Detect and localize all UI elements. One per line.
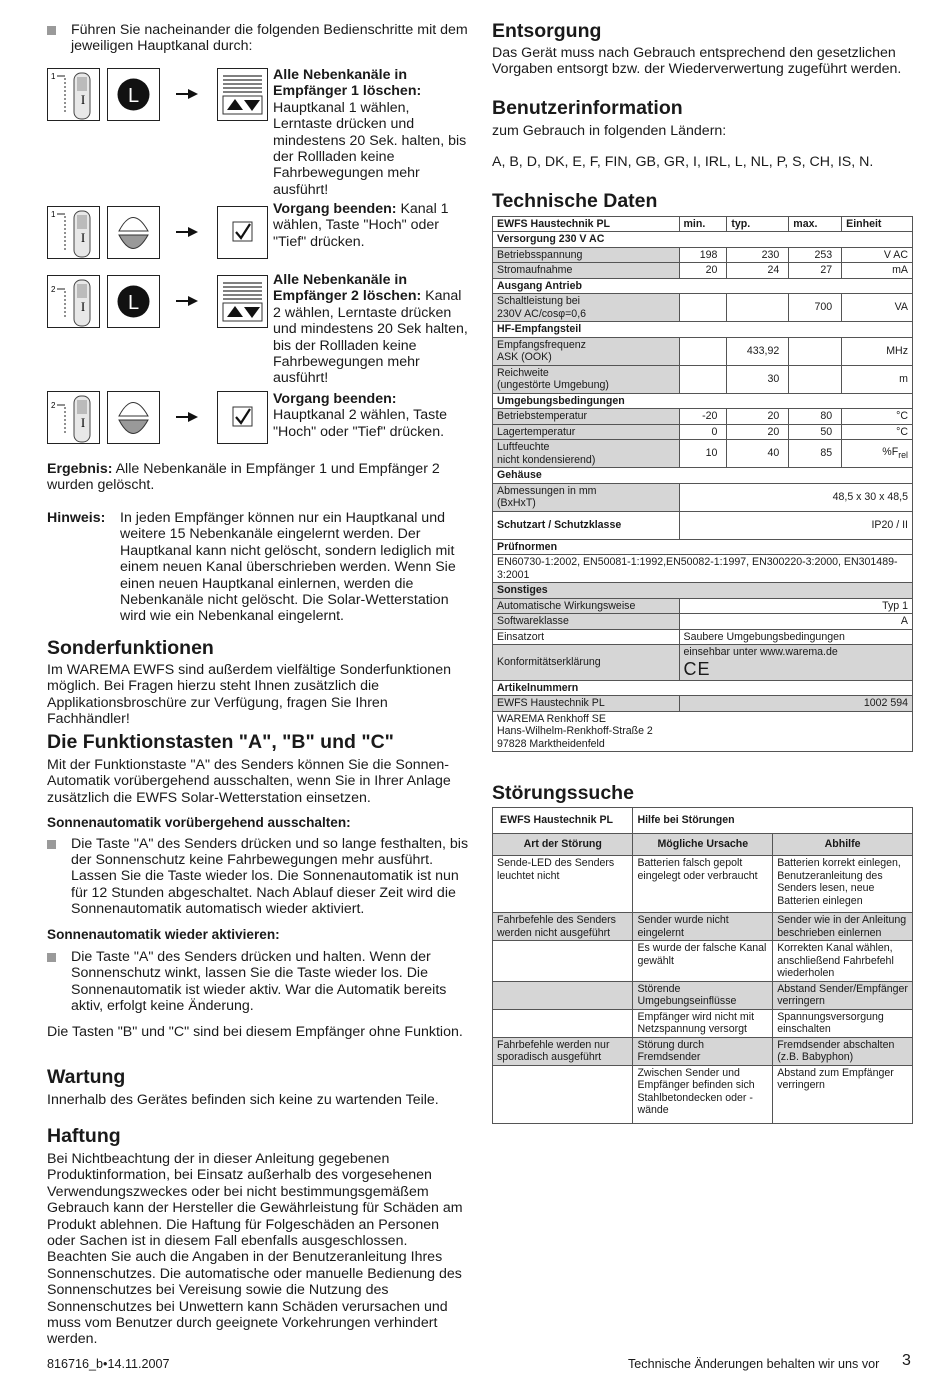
row-label: Lagertemperatur [493, 424, 680, 440]
section-label: Sonstiges [493, 583, 913, 599]
cause-cell: Störende Umgebungseinflüsse [633, 981, 773, 1009]
table-row [493, 629, 913, 645]
step-1-title: Alle Nebenkanäle in Empfänger 1 löschen: [273, 67, 422, 100]
typ-value: 20 [727, 409, 789, 425]
row-label: Schutzart / Schutzklasse [493, 511, 680, 539]
row-label-line2: (ungestörte Umgebung) [497, 379, 609, 392]
typ-value: 230 [727, 247, 789, 263]
table-row [493, 337, 913, 365]
article-number: 1002 594 [679, 696, 913, 712]
step-4-body: Hauptkanal 2 wählen, Taste "Hoch" oder "Tief" drücken. [273, 407, 448, 440]
table-row [493, 294, 913, 322]
entsorgung-heading: Entsorgung [492, 20, 602, 42]
table-row [493, 440, 913, 468]
table-row [493, 365, 913, 393]
max-value: 50 [789, 424, 842, 440]
up-down-key-icon [107, 391, 160, 444]
row-label: Softwareklasse [493, 614, 680, 630]
min-value: 0 [679, 424, 727, 440]
wartung-text: Innerhalb des Gerätes befinden sich keine zu wartenden Teile. [47, 1092, 439, 1108]
table-row [493, 598, 913, 614]
unit-value [842, 440, 913, 468]
subheading-aktivieren: Sonnenautomatik wieder aktivieren: [47, 926, 280, 942]
table-row [493, 696, 913, 712]
learn-key-label: L [127, 85, 140, 107]
remedy-cell: Spannungsversorgung einschalten [773, 1009, 913, 1037]
min-value: 10 [679, 440, 727, 468]
address-row [493, 711, 913, 752]
row-label: Betriebstemperatur [493, 409, 680, 425]
subheading-ausschalten: Sonnenautomatik vorübergehend ausschalten: [47, 815, 351, 831]
troubleshooting-table [492, 807, 913, 1124]
remote-control-icon [47, 391, 100, 444]
channel-number: 1 [51, 72, 56, 81]
shutter-moving-icon [217, 275, 268, 328]
protection-value: IP20 / II [679, 511, 913, 539]
table-row [493, 555, 913, 583]
min-value: 198 [679, 247, 727, 263]
section-row [493, 278, 913, 294]
unit-main: %F [882, 445, 899, 458]
row-label: Einsatzort [493, 629, 680, 645]
table-row [493, 483, 913, 511]
max-value: 700 [789, 294, 842, 322]
aktivieren-text: Die Taste "A" des Senders drücken und halten. Wenn der Sonnenschutz winkt, lassen Sie die Taste wieder los. Die Sonnenautomatik ist wieder aktiv. War die Automatik bereits aktiv, erfolgt keine Änderung. [71, 949, 447, 1015]
row-label-line2: 230V AC/cosφ=0,6 [497, 307, 587, 320]
ausschalten-bullet [47, 836, 469, 918]
funktionstasten-text: Mit der Funktionstaste "A" des Senders können Sie die Sonnen-Automatik vorübergehend ausschalten, wenn Sie in Ihrer Anlage zusätzlich die EWFS Solar-Wetterstation einsetzen. [47, 757, 451, 806]
table-row [493, 409, 913, 425]
max-value [789, 337, 842, 365]
unit-value: °C [842, 424, 913, 440]
page-number: 3 [902, 1352, 911, 1369]
row-label-line2: (BxHxT) [497, 497, 536, 510]
table-row [493, 424, 913, 440]
intro-text: Führen Sie nacheinander die folgenden Bedienschritte mit dem jeweiligen Hauptkanal durch: [71, 22, 468, 55]
bullet-square-icon [47, 26, 56, 35]
sonderfunktionen-heading: Sonderfunktionen [47, 637, 214, 659]
row-label [493, 440, 680, 468]
section-row [493, 232, 913, 248]
device-label: I [80, 415, 86, 430]
row-label-line1: Empfangsfrequenz [497, 338, 586, 351]
arrow-right-icon [176, 89, 198, 99]
bullet-square-icon [47, 953, 56, 962]
funktionstasten-section [47, 731, 469, 1040]
row-label-line2: nicht kondensierend) [497, 453, 596, 466]
max-value: 253 [789, 247, 842, 263]
cause-cell: Es wurde der falsche Kanal gewählt [633, 941, 773, 982]
wartung-section [47, 1066, 469, 1108]
step-3-title: Alle Nebenkanäle in Empfänger 2 löschen: [273, 272, 422, 305]
result-paragraph [47, 461, 457, 494]
channel-number: 2 [51, 285, 56, 294]
section-row [493, 393, 913, 409]
step-2-text [273, 201, 469, 250]
header-cell: Einheit [842, 216, 913, 232]
table-row [493, 1037, 913, 1065]
section-row [493, 583, 913, 599]
step-2-title: Vorgang beenden: [273, 201, 397, 217]
header-cell: EWFS Haustechnik PL [493, 808, 633, 834]
section-row [493, 322, 913, 338]
column-header-row [493, 834, 913, 856]
table-row [493, 511, 913, 539]
hint-text: In jeden Empfänger können nur ein Hauptkanal und weitere 15 Nebenkanäle eingelernt werden. Der Hauptkanal kann nicht gelöscht, sondern lediglich mit einem neuen Kanal überschrieben werden. Wenn Sie einen neuen Hauptkanal einlernen, werden die Nebenkanäle nicht gelöscht. Die Solar-Wetterstation wird wie ein Nebenkanal eingelernt. [120, 510, 456, 625]
row-label: Konformitätserklärung [493, 645, 680, 681]
unit-value: °C [842, 409, 913, 425]
remedy-cell: Fremdsender abschalten (z.B. Babyphon) [773, 1037, 913, 1065]
problem-cell [493, 1009, 633, 1037]
cause-cell: Sender wurde nicht eingelernt [633, 913, 773, 941]
arrow-right-icon [176, 296, 198, 306]
footer-note: Technische Änderungen behalten wir uns vor [628, 1357, 880, 1371]
step-4-text [273, 391, 469, 440]
cause-cell: Batterien falsch gepolt eingelegt oder verbraucht [633, 856, 773, 913]
wartung-heading: Wartung [47, 1066, 126, 1088]
remedy-cell: Abstand zum Empfänger verringern [773, 1065, 913, 1123]
remedy-cell: Batterien korrekt einlegen, Benutzeranleitung des Senders lesen, neue Batterien einlegen [773, 856, 913, 913]
step-4-title: Vorgang beenden: [273, 391, 397, 407]
ce-mark-icon: CE [683, 658, 711, 679]
table-header [493, 216, 913, 232]
step-2-body: Kanal 1 wählen, Taste "Hoch" oder "Tief" drücken. [273, 201, 449, 250]
row-label: Automatische Wirkungsweise [493, 598, 680, 614]
row-label [493, 294, 680, 322]
address-line: Hans-Wilhelm-Renkhoff-Straße 2 [497, 725, 653, 738]
section-label: Artikelnummern [493, 680, 913, 696]
learn-key-icon [107, 68, 160, 121]
max-value: 85 [789, 440, 842, 468]
software-class-value: A [679, 614, 913, 630]
step-3-body: Kanal 2 wählen, Lerntaste drücken und mindestens 20 Sek halten, bis der Rollladen keine Fahrbewegungen mehr ausführt! [273, 288, 468, 387]
section-row [493, 539, 913, 555]
shutter-moving-icon [217, 68, 268, 121]
row-label: Stromaufnahme [493, 263, 680, 279]
haftung-heading: Haftung [47, 1125, 121, 1147]
countries-list: A, B, D, DK, E, F, FIN, GB, GR, I, IRL, L, NL, P, S, CH, IS, N. [492, 154, 874, 171]
cause-cell: Störung durch Fremdsender [633, 1037, 773, 1065]
channel-number: 2 [51, 401, 56, 410]
technische-daten-heading: Technische Daten [492, 189, 658, 212]
ausschalten-text: Die Taste "A" des Senders drücken und so lange festhalten, bis der Sonnenschutz keine Fahrbewegungen mehr ausführt. Lassen Sie die Taste wieder los. Die Sonnenautomatik ist nun für 12 Stunden abgeschaltet. Nach Ablauf dieser Zeit wird die Sonnenautomatik automatisch wieder aktiviert. [71, 835, 469, 918]
section-label: HF-Empfangsteil [493, 322, 913, 338]
row-label-line1: Abmessungen in mm [497, 484, 597, 497]
table-row [493, 981, 913, 1009]
up-down-key-icon [107, 206, 160, 259]
section-label: Prüfnormen [493, 539, 913, 555]
left-column [47, 22, 469, 55]
row-label-line1: Luftfeuchte [497, 441, 550, 454]
device-label: I [80, 92, 86, 107]
step-1-body: Hauptkanal 1 wählen, Lerntaste drücken und mindestens 20 Sek. halten, bis der Rollladen keine Fahrbewegungen mehr ausführt! [273, 99, 467, 198]
table-row [493, 913, 913, 941]
device-label: I [80, 230, 86, 245]
min-value [679, 337, 727, 365]
column-header: Mögliche Ursache [633, 834, 773, 856]
hint-paragraph [47, 510, 467, 625]
table-row [493, 856, 913, 913]
manufacturer-address [493, 711, 913, 752]
funktionstasten-heading: Die Funktionstasten "A", "B" und "C" [47, 731, 394, 753]
cause-cell: Zwischen Sender und Empfänger befinden sich Stahlbetondecken oder -wände [633, 1065, 773, 1123]
remote-control-icon [47, 68, 100, 121]
row-label-line1: Reichweite [497, 366, 549, 379]
section-label: Versorgung 230 V AC [493, 232, 913, 248]
max-value: 27 [789, 263, 842, 279]
table-row [493, 941, 913, 982]
conformity-value [679, 645, 913, 681]
max-value: 80 [789, 409, 842, 425]
table-row [493, 247, 913, 263]
channel-number: 1 [51, 210, 56, 219]
address-line: 97828 Marktheidenfeld [497, 737, 605, 750]
header-cell: EWFS Haustechnik PL [493, 216, 680, 232]
min-value: -20 [679, 409, 727, 425]
hint-label: Hinweis: [47, 510, 106, 526]
section-label: Umgebungsbedingungen [493, 393, 913, 409]
problem-cell [493, 981, 633, 1009]
unit-value: MHz [842, 337, 913, 365]
device-label: I [80, 299, 86, 314]
bc-text: Die Tasten "B" und "C" sind bei diesem Empfänger ohne Funktion. [47, 1023, 463, 1040]
mode-value: Typ 1 [679, 598, 913, 614]
learn-key-label: L [127, 292, 140, 314]
table-row [493, 1009, 913, 1037]
haftung-section [47, 1125, 469, 1348]
arrow-right-icon [176, 412, 198, 422]
min-value [679, 294, 727, 322]
document-code: 816716_b•14.11.2007 [47, 1357, 170, 1371]
technical-data-table [492, 216, 913, 753]
column-header: Abhilfe [773, 834, 913, 856]
remedy-cell: Sender wie in der Anleitung beschrieben einlernen [773, 913, 913, 941]
standards-text: EN60730-1:2002, EN50081-1:1992,EN50082-1:1997, EN300220-3:2000, EN301489-3:2001 [493, 555, 913, 583]
sonderfunktionen-text: Im WAREMA EWFS sind außerdem vielfältige Sonderfunktionen möglich. Bei Fragen hierzu steht Ihnen zusätzlich die Applikationsbroschüre zur Verfügung, fragen Sie Ihren Fachhändler! [47, 662, 451, 728]
typ-value: 20 [727, 424, 789, 440]
unit-value: VA [842, 294, 913, 322]
checkmark-icon [217, 391, 268, 444]
dimensions-value: 48,5 x 30 x 48,5 [679, 483, 913, 511]
address-line: WAREMA Renkhoff SE [497, 712, 606, 725]
intro-bullet [47, 22, 469, 55]
step-3-text [273, 272, 469, 387]
bullet-square-icon [47, 840, 56, 849]
table-row [493, 1065, 913, 1123]
checkmark-icon [217, 206, 268, 259]
location-value: Saubere Umgebungsbedingungen [679, 629, 913, 645]
row-label-line2: ASK (OOK) [497, 351, 552, 364]
problem-cell: Sende-LED des Senders leuchtet nicht [493, 856, 633, 913]
learn-key-icon [107, 275, 160, 328]
table-row [493, 614, 913, 630]
result-text: Alle Nebenkanäle in Empfänger 1 und Empfänger 2 wurden gelöscht. [47, 461, 440, 494]
section-row [493, 680, 913, 696]
row-label [493, 483, 680, 511]
max-value [789, 365, 842, 393]
cause-cell: Empfänger wird nicht mit Netzspannung versorgt [633, 1009, 773, 1037]
remedy-cell: Abstand Sender/Empfänger verringern [773, 981, 913, 1009]
problem-cell [493, 1065, 633, 1123]
section-row [493, 468, 913, 484]
header-cell: min. [679, 216, 727, 232]
unit-value: V AC [842, 247, 913, 263]
table-row [493, 645, 913, 681]
table-header [493, 808, 913, 834]
aktivieren-bullet [47, 949, 469, 1015]
conformity-link-text: einsehbar unter www.warema.de [683, 646, 838, 659]
remote-control-icon [47, 275, 100, 328]
right-column [492, 20, 913, 1124]
row-label: Betriebsspannung [493, 247, 680, 263]
header-cell: Hilfe bei Störungen [633, 808, 913, 834]
typ-value: 433,92 [727, 337, 789, 365]
unit-value: m [842, 365, 913, 393]
row-label [493, 337, 680, 365]
haftung-text: Bei Nichtbeachtung der in dieser Anleitung gegebenen Produktinformation, bei Einsatz außerhalb des vorgesehenen Verwendungszweckes oder bei nicht bestimmungsgemäßem Gebrauch kann der Hersteller die Gewährleistung für Schäden am Produkt ablehnen. Die Haftung für Folgeschäden an Personen oder Sachen ist in diesem Fall ebenfalls ausgeschlossen. Beachten Sie auch die Angaben in der Benutzeranleitung Ihres Sonnenschutzes. Die automatische oder manuelle Bedienung des Sonnenschutzes bei Vereisung sowie die Nutzung des Sonnenschutzes bei Unwettern kann Schäden verursachen und muss vom Benutzer durch geeignete Vorkehrungen verhindert werden. [47, 1151, 463, 1348]
remedy-cell: Korrekten Kanal wählen, anschließend Fahrbefehl wiederholen [773, 941, 913, 982]
section-label: Gehäuse [493, 468, 913, 484]
problem-cell [493, 941, 633, 982]
header-cell: typ. [727, 216, 789, 232]
typ-value: 40 [727, 440, 789, 468]
row-label-line1: Schaltleistung bei [497, 295, 581, 308]
entsorgung-text: Das Gerät muss nach Gebrauch entsprechend den gesetzlichen Vorgaben entsorgt bzw. der Wiederverwertung zugeführt werden. [492, 45, 902, 78]
problem-cell: Fahrbefehle des Senders werden nicht ausgeführt [493, 913, 633, 941]
min-value [679, 365, 727, 393]
benutzerinformation-text: zum Gebrauch in folgenden Ländern: [492, 122, 727, 139]
row-label [493, 365, 680, 393]
sonderfunktionen-section [47, 637, 469, 728]
benutzerinformation-heading: Benutzerinformation [492, 96, 683, 119]
column-header: Art der Störung [493, 834, 633, 856]
row-label: EWFS Haustechnik PL [493, 696, 680, 712]
typ-value: 30 [727, 365, 789, 393]
remote-control-icon [47, 206, 100, 259]
unit-value: mA [842, 263, 913, 279]
typ-value [727, 294, 789, 322]
unit-sub: rel [898, 449, 908, 460]
step-1-text [273, 67, 469, 198]
problem-cell: Fahrbefehle werden nur sporadisch ausgeführt [493, 1037, 633, 1065]
section-label: Ausgang Antrieb [493, 278, 913, 294]
result-label: Ergebnis: [47, 461, 113, 477]
stoerungssuche-heading: Störungssuche [492, 782, 634, 805]
table-row [493, 263, 913, 279]
typ-value: 24 [727, 263, 789, 279]
arrow-right-icon [176, 227, 198, 237]
header-cell: max. [789, 216, 842, 232]
min-value: 20 [679, 263, 727, 279]
